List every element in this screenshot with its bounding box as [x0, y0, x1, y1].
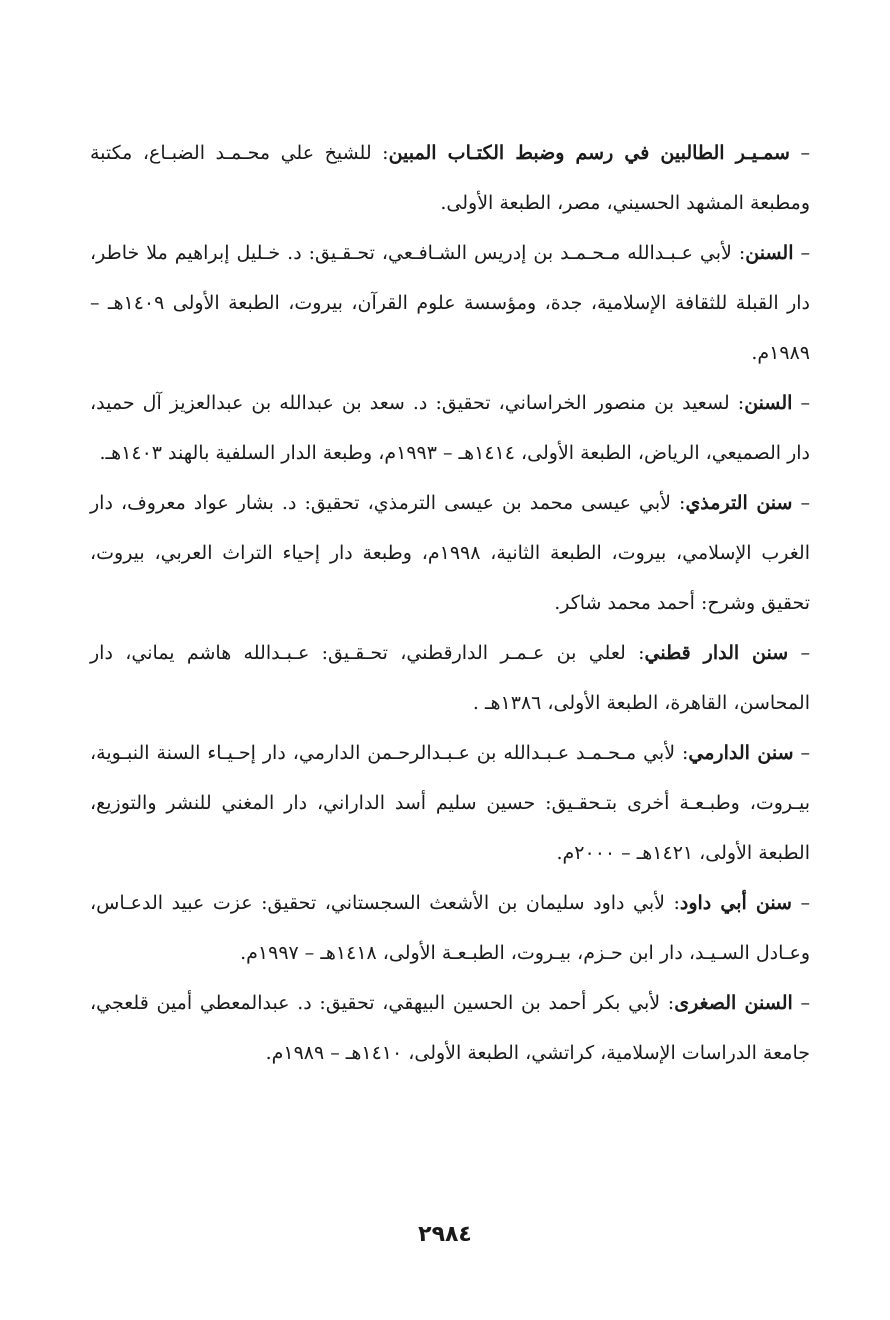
entry-text: لسعيد بن منصور الخراساني، تحقيق: د. سعد بن عبدالله بن عبدالعزيز آل حميد، دار الصميعي، الرياض، الطبعة الأولى، ١٤١٤هـ – ١٩٩٣م، وطبعة الدار السلفية بالهند ١٤٠٣هـ. — [90, 392, 810, 464]
entry-text: لعلي بن عـمـر الدارقطني، تحـقـيق: عـبـدالله هاشم يماني، دار المحاسن، القاهرة، الطبعة الأولى، ١٣٨٦هـ . — [90, 642, 810, 714]
bibliography-entry — [90, 228, 810, 378]
entry-title: سنن الترمذي — [685, 492, 793, 514]
entry-separator: : — [675, 742, 689, 764]
entry-title: السنن — [745, 242, 794, 264]
bibliography-list — [90, 128, 810, 1078]
bibliography-entry — [90, 478, 810, 628]
entry-title: السنن الصغرى — [674, 992, 793, 1014]
bibliography-entry — [90, 128, 810, 228]
entry-text: لأبي عيسى محمد بن عيسى الترمذي، تحقيق: د. بشار عواد معروف، دار الغرب الإسلامي، بيروت، الطبعة الثانية، ١٩٩٨م، وطبعة دار إحياء التراث العربي، بيروت، تحقيق وشرح: أحمد محمد شاكر. — [90, 492, 810, 614]
entry-separator: : — [731, 242, 746, 264]
entry-dash: – — [792, 992, 810, 1014]
entry-separator: : — [660, 992, 675, 1014]
entry-dash: – — [793, 242, 810, 264]
entry-dash: – — [792, 492, 810, 514]
entry-separator: : — [625, 642, 645, 664]
entry-separator: : — [671, 492, 686, 514]
entry-text: لأبي عـبـدالله مـحـمـد بن إدريس الشـافـعي، تحـقـيق: د. خـليل إبراهيم ملا خاطر، دار القبلة للثقافة الإسلامية، جدة، ومؤسسة علوم القرآن، بيروت، الطبعة الأولى ١٤٠٩هـ – ١٩٨٩م. — [90, 242, 810, 364]
entry-title: سنن الدارمي — [688, 742, 794, 764]
entry-dash: – — [789, 142, 810, 164]
entry-dash: – — [793, 742, 810, 764]
entry-text: لأبي داود سليمان بن الأشعث السجستاني، تحقيق: عزت عبيد الدعـاس، وعـادل السـيـد، دار ابن حـزم، بيـروت، الطبـعـة الأولى، ١٤١٨هـ – ١٩٩٧م. — [90, 892, 810, 964]
entry-title: سنن أبي داود — [679, 892, 792, 914]
bibliography-entry — [90, 978, 810, 1078]
entry-title: سمـيـر الطالبين في رسم وضبط الكتـاب المبين — [388, 142, 790, 164]
entry-text: للشيخ علي محـمـد الضبـاع، مكتبة ومطبعة المشهد الحسيني، مصر، الطبعة الأولى. — [90, 142, 810, 214]
bibliography-entry — [90, 878, 810, 978]
bibliography-entry — [90, 628, 810, 728]
entry-dash: – — [792, 392, 810, 414]
bibliography-entry — [90, 378, 810, 478]
entry-title: السنن — [744, 392, 793, 414]
entry-text: لأبي بكر أحمد بن الحسين البيهقي، تحقيق: د. عبدالمعطي أمين قلعجي، جامعة الدراسات الإسلامية، كراتشي، الطبعة الأولى، ١٤١٠هـ – ١٩٨٩م. — [90, 992, 810, 1064]
entry-text: لأبي مـحـمـد عـبـدالله بن عـبـدالرحـمن الدارمي، دار إحـيـاء السنة النبـوية، بيـروت، وطبـعـة أخرى بتـحقـيق: حسين سليم أسد الداراني، دار المغني للنشر والتوزيع، الطبعة الأولى، ١٤٢١هـ – ٢٠٠٠م. — [90, 742, 810, 864]
page-number: ٢٩٨٤ — [418, 1222, 472, 1247]
entry-dash: – — [791, 892, 810, 914]
entry-separator: : — [371, 142, 389, 164]
bibliography-entry — [90, 728, 810, 878]
entry-separator: : — [729, 392, 745, 414]
entry-dash: – — [788, 642, 810, 664]
entry-title: سنن الدار قطني — [644, 642, 789, 664]
entry-separator: : — [664, 892, 680, 914]
